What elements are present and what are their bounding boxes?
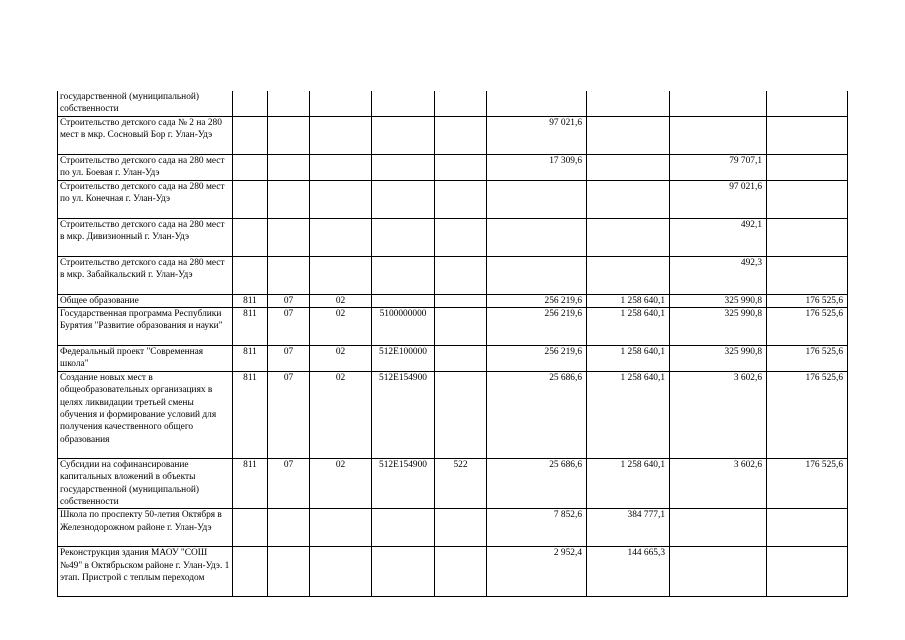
table-cell: 3 602,6 <box>670 371 767 458</box>
table-cell <box>435 91 487 116</box>
table-cell <box>268 91 310 116</box>
table-cell <box>670 116 767 154</box>
table-cell: 07 <box>268 371 310 458</box>
row-name-cell: Государственная программа Республики Бурятия "Развитие образования и науки" <box>58 308 233 346</box>
table-cell: 1 258 640,1 <box>587 294 670 307</box>
table-cell: 256 219,6 <box>487 294 587 307</box>
table-cell <box>268 218 310 256</box>
table-row <box>58 154 848 180</box>
table-cell <box>310 256 372 294</box>
table-row <box>58 91 848 116</box>
table-cell: 176 525,6 <box>767 346 848 372</box>
table-cell: 07 <box>268 308 310 346</box>
table-cell <box>767 91 848 116</box>
table-cell <box>310 180 372 218</box>
table-cell <box>587 256 670 294</box>
row-name-cell: Общее образование <box>58 294 233 307</box>
table-cell <box>435 154 487 180</box>
table-cell: 17 309,6 <box>487 154 587 180</box>
table-row <box>58 346 848 372</box>
row-name-cell: Строительство детского сада на 280 мест в мкр. Забайкальский г. Улан-Удэ <box>58 256 233 294</box>
table-cell <box>435 256 487 294</box>
table-cell: 1 258 640,1 <box>587 346 670 372</box>
table-cell <box>233 547 268 597</box>
table-cell: 811 <box>233 371 268 458</box>
row-name-cell: Реконструкция здания МАОУ "СОШ №49" в Октябрьском районе г. Улан-Удэ. 1 этап. Пристрой с теплым переходом <box>58 547 233 597</box>
table-cell: 176 525,6 <box>767 294 848 307</box>
table-cell: 1 258 640,1 <box>587 371 670 458</box>
table-cell: 811 <box>233 308 268 346</box>
table-cell <box>310 91 372 116</box>
table-cell: 811 <box>233 294 268 307</box>
table-cell <box>268 547 310 597</box>
table-cell <box>587 154 670 180</box>
table-cell <box>268 116 310 154</box>
table-cell <box>372 294 435 307</box>
table-cell <box>435 308 487 346</box>
budget-table-body <box>58 91 848 597</box>
table-cell <box>268 180 310 218</box>
table-cell <box>268 256 310 294</box>
table-cell <box>268 154 310 180</box>
budget-table <box>57 91 848 597</box>
table-cell: 7 852,6 <box>487 509 587 547</box>
table-cell: 79 707,1 <box>670 154 767 180</box>
table-row <box>58 547 848 597</box>
row-name-cell: Федеральный проект "Современная школа" <box>58 346 233 372</box>
row-name-cell: Субсидии на софинансирование капитальных вложений в объекты государственной (муниципальной) собственности <box>58 458 233 509</box>
table-cell <box>767 116 848 154</box>
table-cell <box>587 218 670 256</box>
table-cell <box>435 509 487 547</box>
table-cell: 256 219,6 <box>487 308 587 346</box>
table-cell <box>767 154 848 180</box>
table-cell: 325 990,8 <box>670 346 767 372</box>
table-cell <box>587 116 670 154</box>
table-cell <box>310 154 372 180</box>
table-cell: 2 952,4 <box>487 547 587 597</box>
table-cell: 144 665,3 <box>587 547 670 597</box>
table-cell <box>310 547 372 597</box>
table-cell: 02 <box>310 294 372 307</box>
table-cell: 02 <box>310 371 372 458</box>
row-name-cell: Создание новых мест в общеобразовательных организациях в целях ликвидации третьей смены обучения и формирование условий для получения качественного общего образования <box>58 371 233 458</box>
table-row <box>58 371 848 458</box>
table-cell: 3 602,6 <box>670 458 767 509</box>
table-cell <box>372 180 435 218</box>
table-cell <box>487 91 587 116</box>
table-cell <box>372 547 435 597</box>
table-cell: 02 <box>310 346 372 372</box>
table-cell <box>310 509 372 547</box>
table-cell <box>670 91 767 116</box>
table-cell: 07 <box>268 458 310 509</box>
table-cell: 325 990,8 <box>670 308 767 346</box>
table-cell: 512E100000 <box>372 346 435 372</box>
row-name-cell: Строительство детского сада № 2 на 280 мест в мкр. Сосновый Бор г. Улан-Удэ <box>58 116 233 154</box>
table-cell <box>435 371 487 458</box>
table-cell <box>372 154 435 180</box>
table-cell <box>372 256 435 294</box>
table-cell <box>435 116 487 154</box>
row-name-cell: Строительство детского сада на 280 мест по ул. Боевая г. Улан-Удэ <box>58 154 233 180</box>
table-cell: 492,3 <box>670 256 767 294</box>
table-cell <box>372 116 435 154</box>
table-cell: 1 258 640,1 <box>587 308 670 346</box>
table-row <box>58 218 848 256</box>
row-name-cell: Строительство детского сада на 280 мест по ул. Конечная г. Улан-Удэ <box>58 180 233 218</box>
table-cell: 02 <box>310 308 372 346</box>
table-cell <box>435 180 487 218</box>
table-row <box>58 116 848 154</box>
table-cell: 522 <box>435 458 487 509</box>
table-cell: 176 525,6 <box>767 458 848 509</box>
table-cell <box>233 180 268 218</box>
table-cell <box>372 91 435 116</box>
table-cell: 97 021,6 <box>487 116 587 154</box>
table-cell: 25 686,6 <box>487 371 587 458</box>
table-row <box>58 256 848 294</box>
table-cell: 07 <box>268 294 310 307</box>
table-cell <box>487 218 587 256</box>
table-row <box>58 308 848 346</box>
table-cell <box>233 218 268 256</box>
table-cell <box>233 116 268 154</box>
table-cell <box>587 180 670 218</box>
table-cell: 512E154900 <box>372 371 435 458</box>
row-name-cell: Строительство детского сада на 280 мест в мкр. Дивизионный г. Улан-Удэ <box>58 218 233 256</box>
table-cell <box>670 547 767 597</box>
table-cell <box>767 180 848 218</box>
table-cell <box>233 509 268 547</box>
table-cell <box>487 256 587 294</box>
table-cell <box>233 154 268 180</box>
table-cell: 811 <box>233 346 268 372</box>
table-row <box>58 458 848 509</box>
table-cell <box>767 509 848 547</box>
table-cell <box>767 218 848 256</box>
table-cell: 492,1 <box>670 218 767 256</box>
table-cell <box>268 509 310 547</box>
table-cell <box>435 294 487 307</box>
table-cell <box>435 218 487 256</box>
table-cell <box>670 509 767 547</box>
table-cell: 176 525,6 <box>767 371 848 458</box>
table-cell: 512E154900 <box>372 458 435 509</box>
table-cell: 811 <box>233 458 268 509</box>
row-name-cell: государственной (муниципальной) собственности <box>58 91 233 116</box>
table-cell: 97 021,6 <box>670 180 767 218</box>
table-cell <box>233 91 268 116</box>
row-name-cell: Школа по проспекту 50-летия Октября в Железнодорожном районе г. Улан-Удэ <box>58 509 233 547</box>
table-cell: 176 525,6 <box>767 308 848 346</box>
table-cell: 1 258 640,1 <box>587 458 670 509</box>
table-cell <box>587 91 670 116</box>
table-cell <box>372 509 435 547</box>
table-cell: 25 686,6 <box>487 458 587 509</box>
table-cell <box>310 116 372 154</box>
table-cell <box>435 346 487 372</box>
table-row <box>58 294 848 307</box>
table-cell <box>233 256 268 294</box>
table-cell: 325 990,8 <box>670 294 767 307</box>
table-row <box>58 180 848 218</box>
table-cell: 384 777,1 <box>587 509 670 547</box>
table-cell <box>767 256 848 294</box>
table-row <box>58 509 848 547</box>
table-cell: 02 <box>310 458 372 509</box>
table-cell <box>435 547 487 597</box>
table-cell <box>487 180 587 218</box>
table-cell: 5100000000 <box>372 308 435 346</box>
table-cell <box>767 547 848 597</box>
table-cell: 07 <box>268 346 310 372</box>
table-cell <box>310 218 372 256</box>
table-cell <box>372 218 435 256</box>
table-cell: 256 219,6 <box>487 346 587 372</box>
